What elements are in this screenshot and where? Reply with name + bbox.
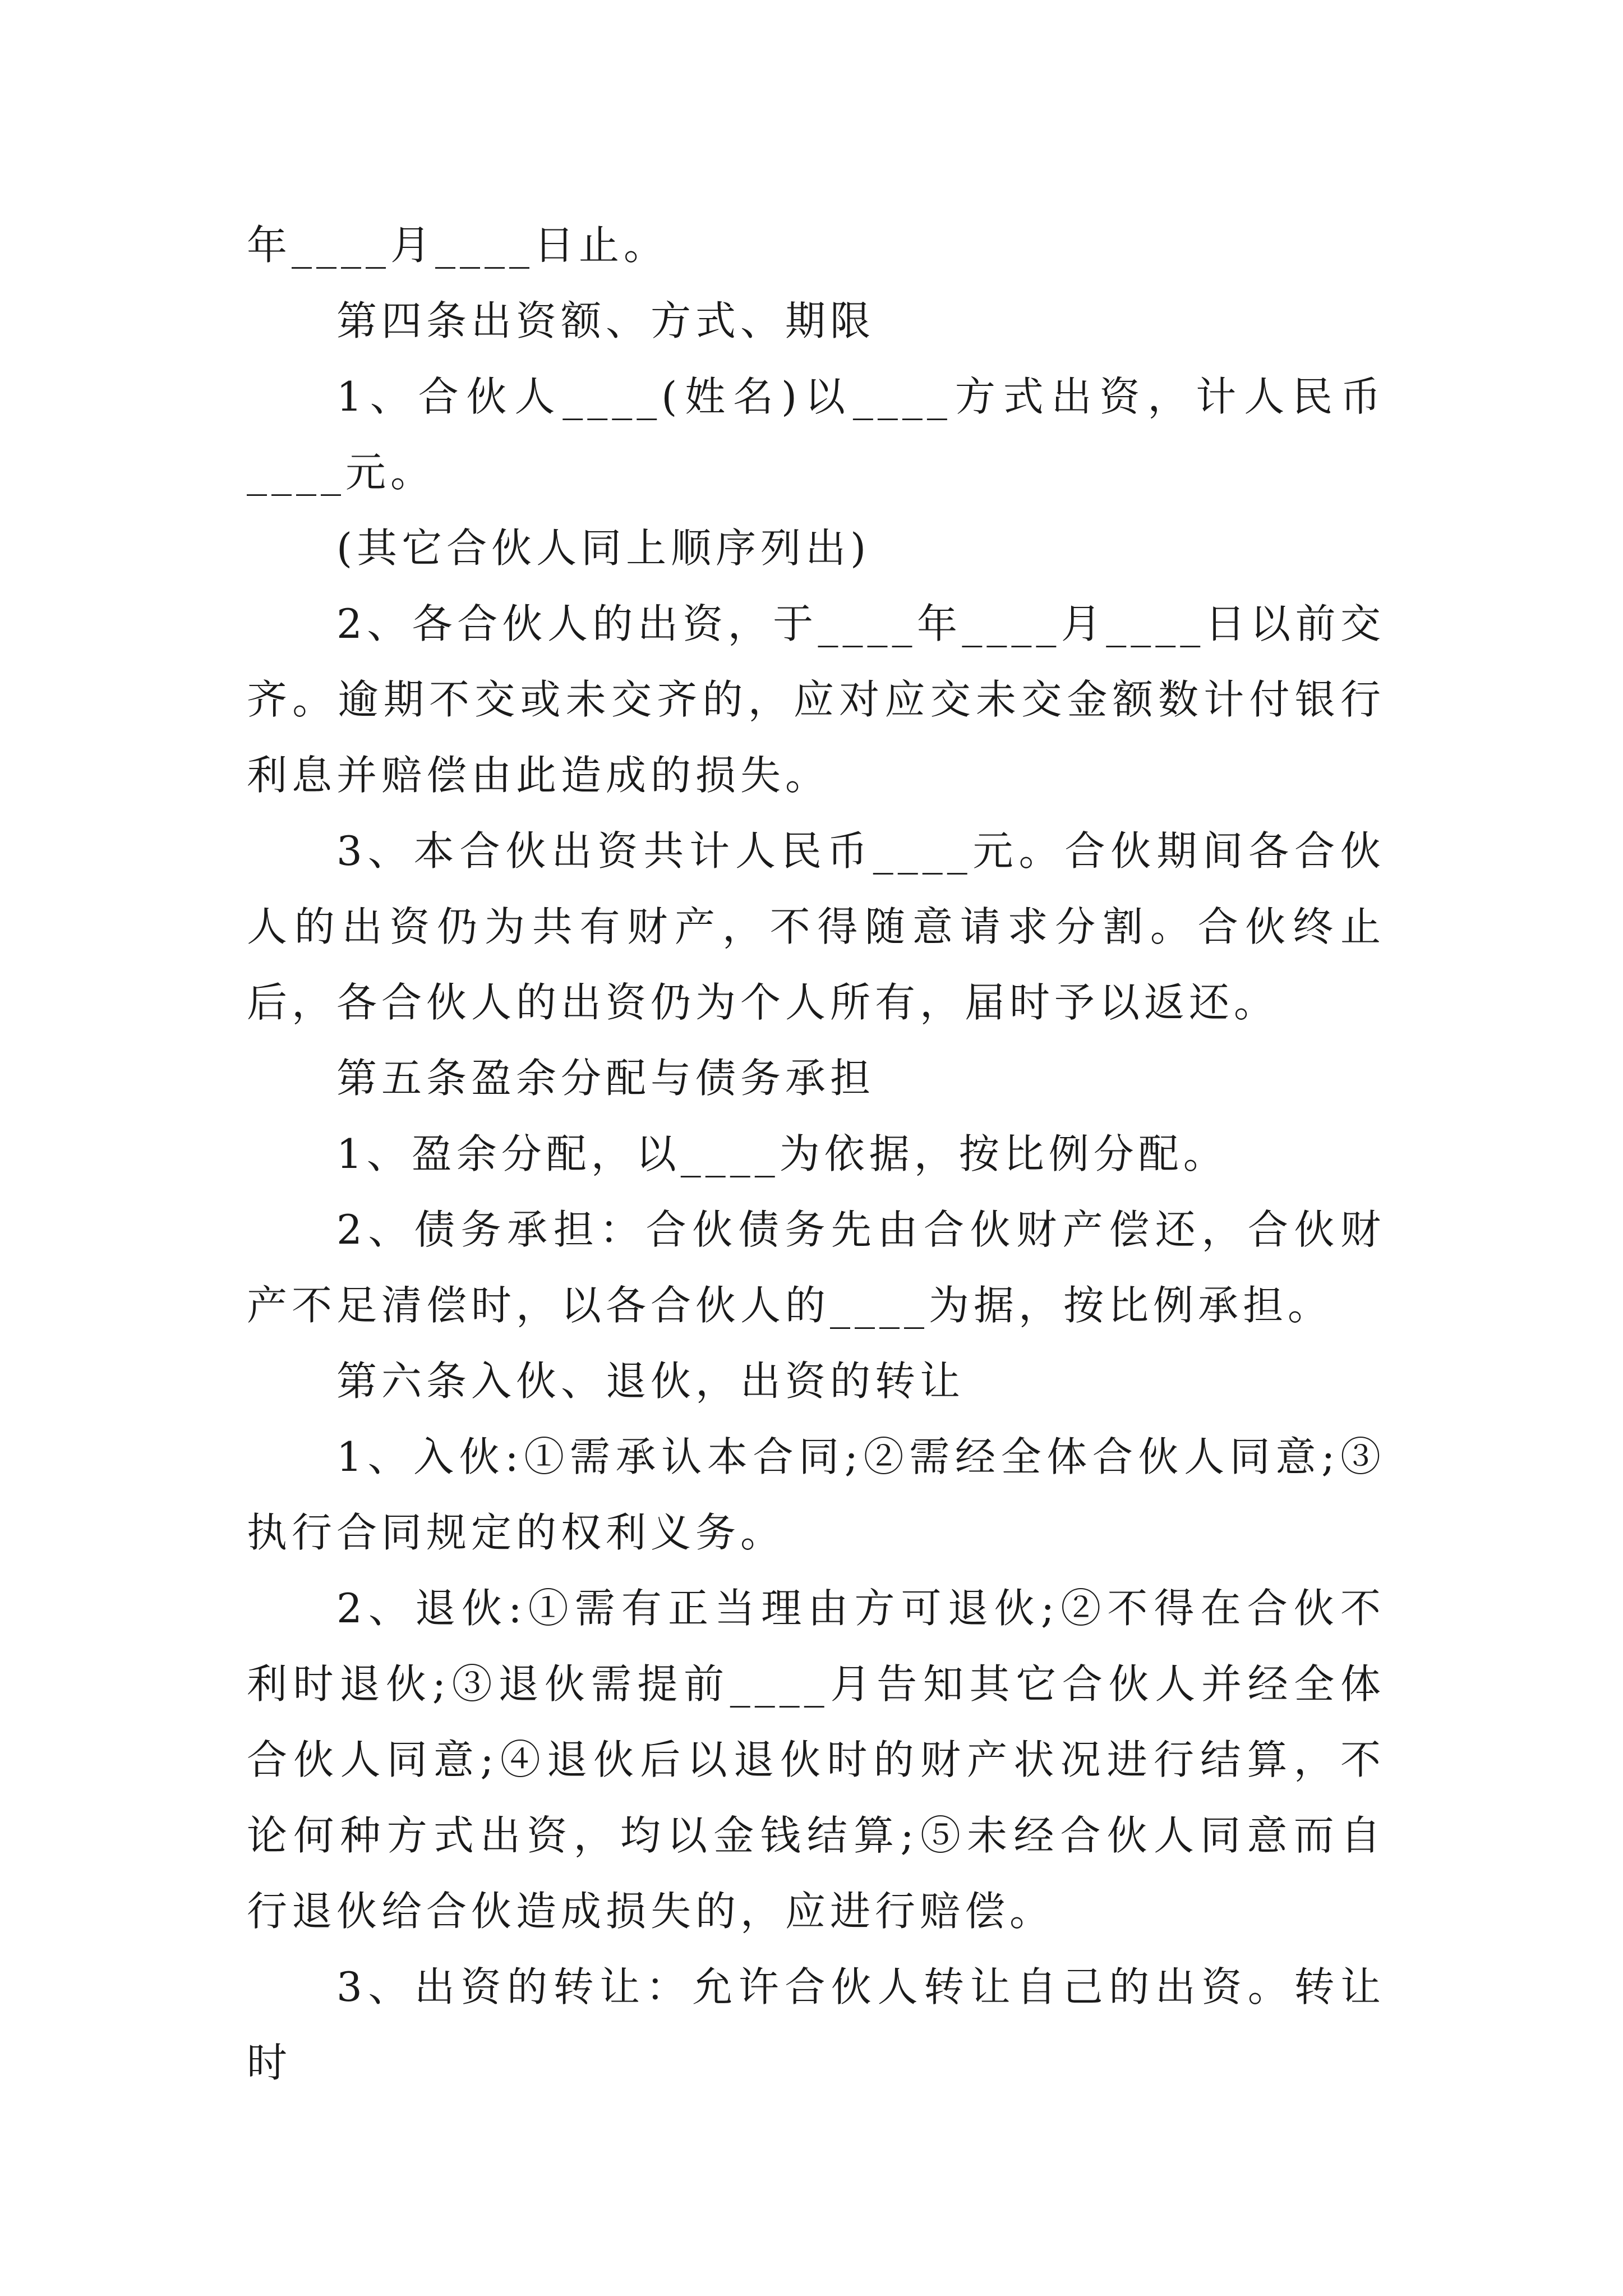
paragraph-6-3: 3、出资的转让：允许合伙人转让自己的出资。转让时 — [247, 1963, 1385, 2086]
paragraph-4-2: 2、各合伙人的出资，于____年____月____日以前交齐。逾期不交或未交齐的，应对应交未交金额数计付银行利息并赔偿由此造成的损失。 — [247, 600, 1385, 799]
paragraph-5-1: 1、盈余分配，以____为依据，按比例分配。 — [336, 1130, 1228, 1177]
paragraph-4-note: (其它合伙人同上顺序列出) — [336, 524, 871, 572]
document-body — [247, 208, 1385, 2101]
paragraph-4-3: 3、本合伙出资共计人民币____元。合伙期间各合伙人的出资仍为共有财产，不得随意请求分割。合伙终止后，各合伙人的出资仍为个人所有，届时予以返还。 — [247, 827, 1385, 1026]
paragraph-6-2: 2、退伙:①需有正当理由方可退伙;②不得在合伙不利时退伙;③退伙需提前____月告知其它合伙人并经全体合伙人同意;④退伙后以退伙时的财产状况进行结算，不论何种方式出资，均以金钱结算;⑤未经合伙人同意而自行退伙给合伙造成损失的，应进行赔偿。 — [247, 1585, 1385, 1935]
heading-article-6: 第六条入伙、退伙，出资的转让 — [336, 1358, 965, 1405]
paragraph-4-1: 1、合伙人____(姓名)以____方式出资，计人民币____元。 — [247, 373, 1385, 496]
paragraph-5-2: 2、债务承担：合伙债务先由合伙财产偿还，合伙财产不足清偿时，以各合伙人的____为据，按比例承担。 — [247, 1206, 1385, 1329]
heading-article-5: 第五条盈余分配与债务承担 — [336, 1055, 875, 1102]
paragraph-6-1: 1、入伙:①需承认本合同;②需经全体合伙人同意;③执行合同规定的权利义务。 — [247, 1433, 1385, 1556]
paragraph-date-end: 年____月____日止。 — [247, 222, 669, 269]
heading-article-4: 第四条出资额、方式、期限 — [336, 297, 875, 344]
